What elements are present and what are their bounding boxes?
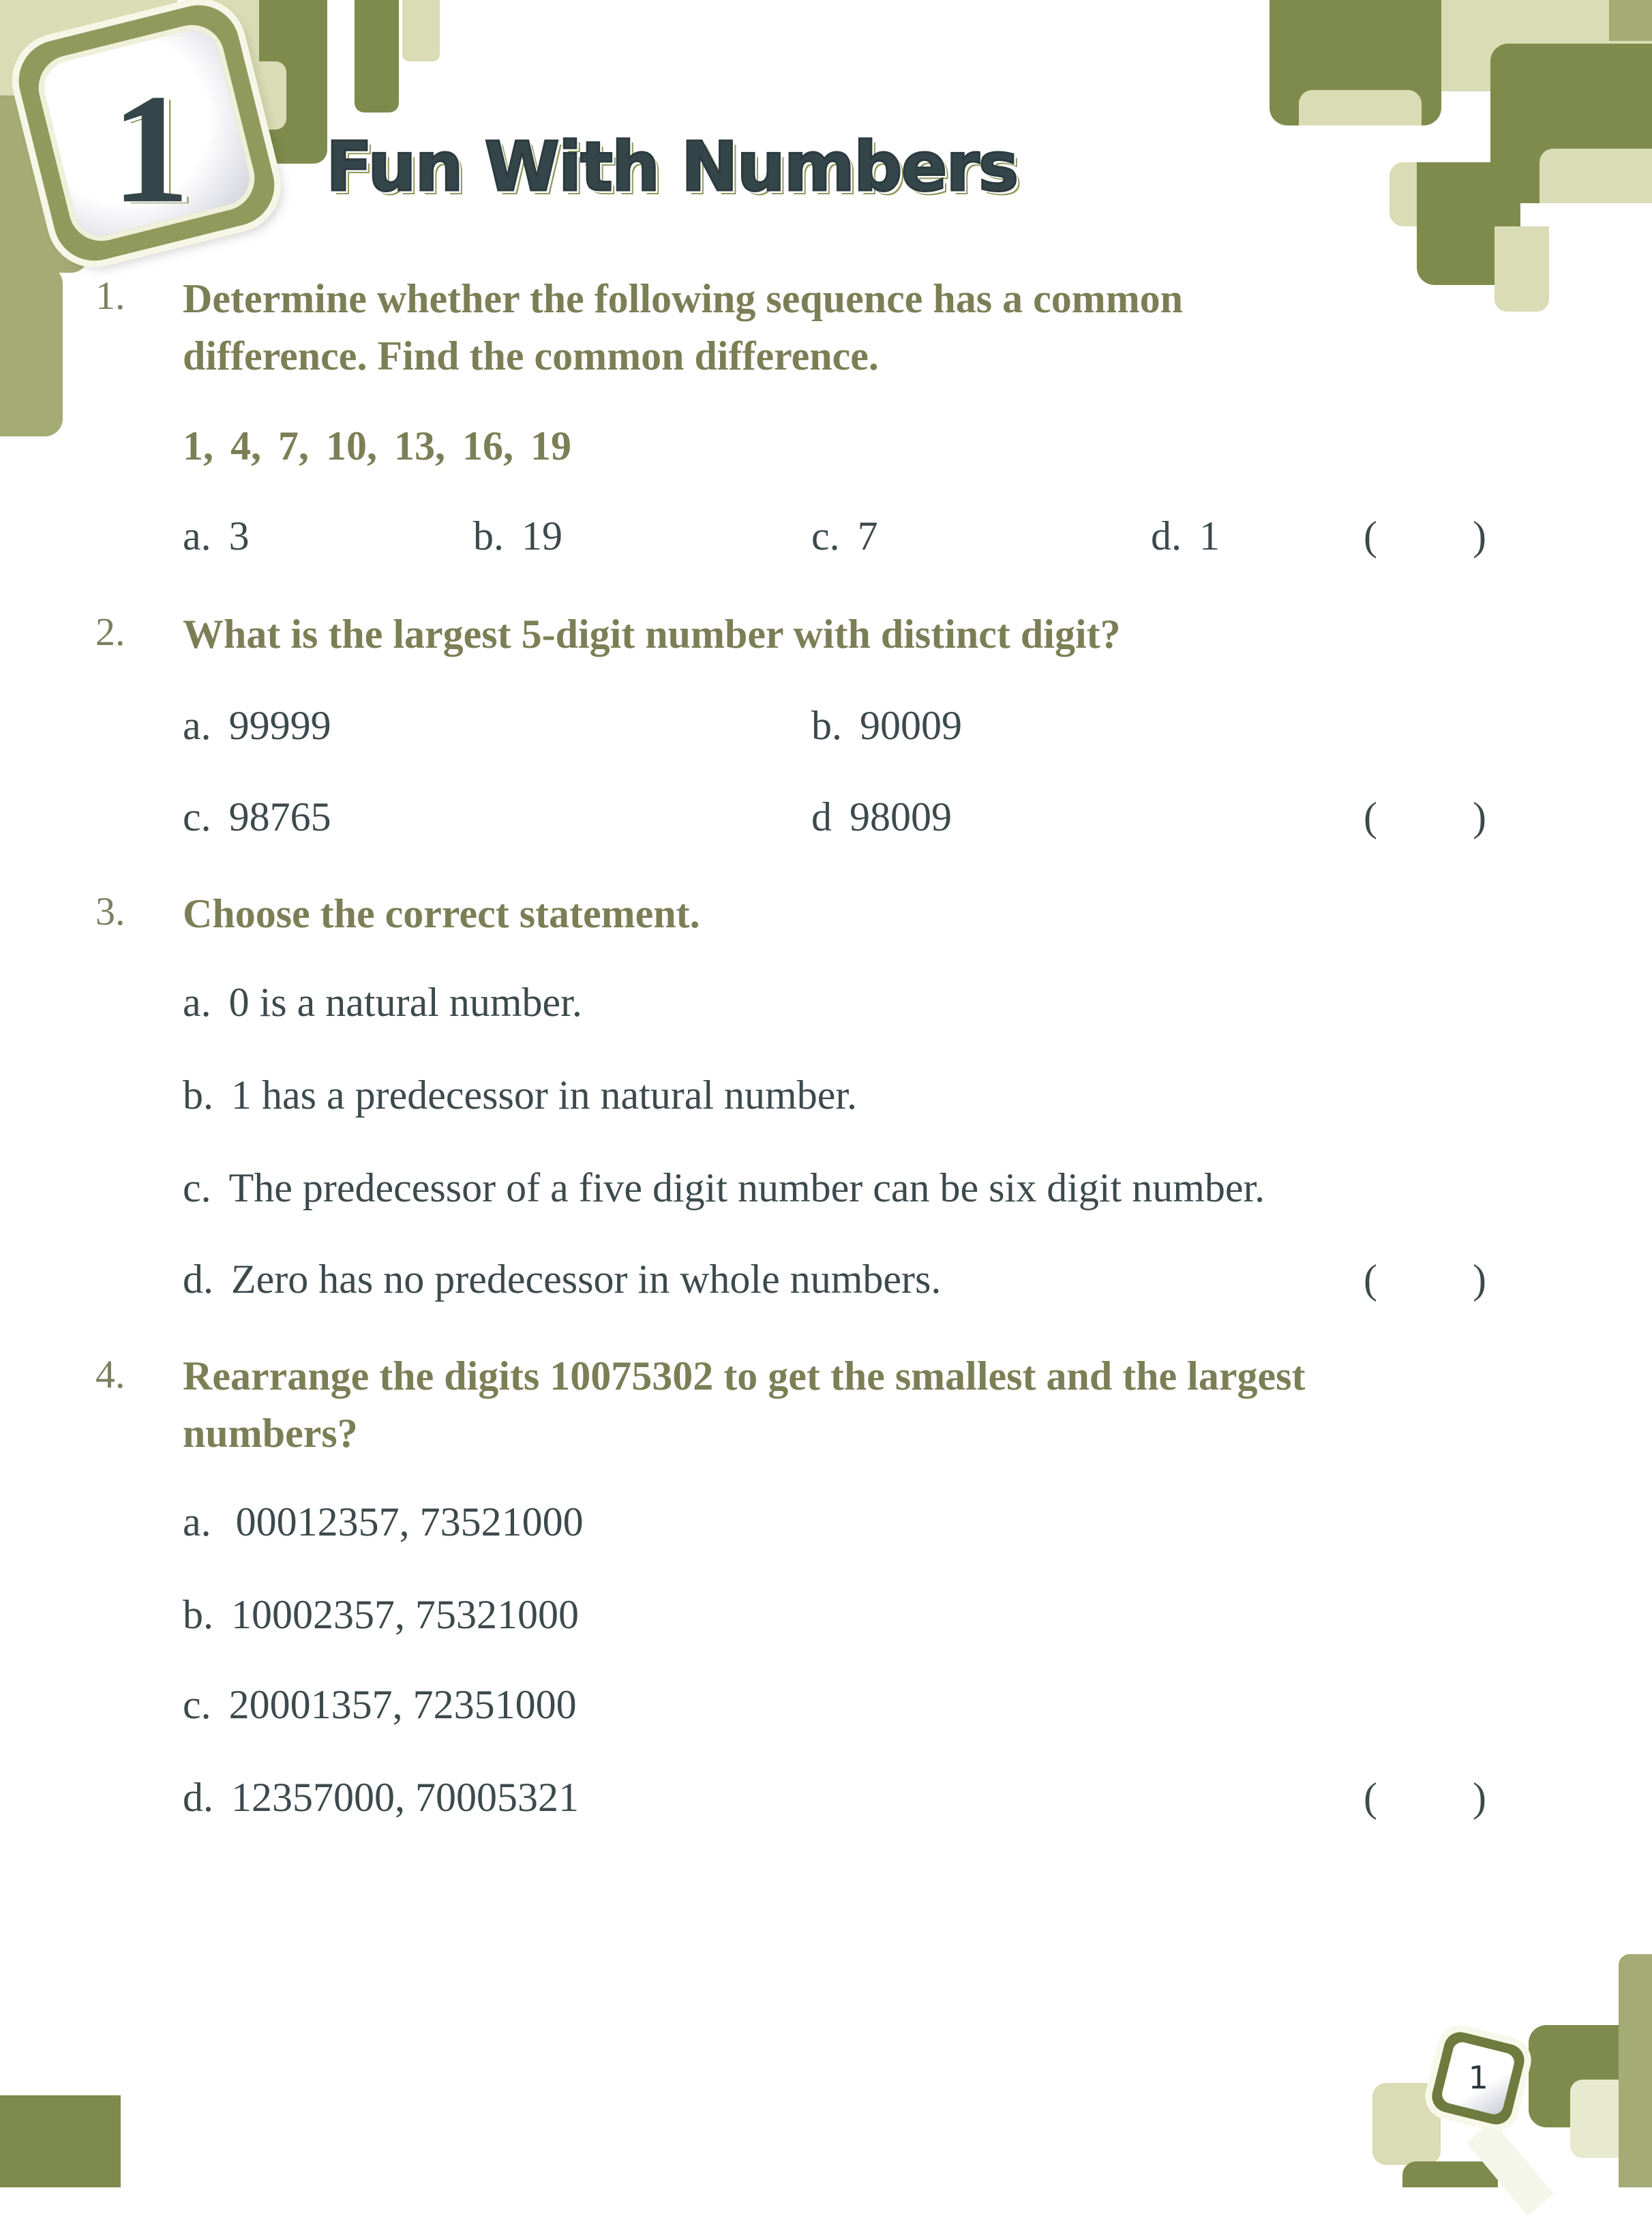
option-label: b. [183,1073,213,1118]
option-label: d [811,794,832,839]
decor-tile [1372,2083,1441,2165]
option-label: d. [183,1257,213,1302]
page-number-badge [1428,2028,1527,2127]
page-number: 1 [1468,2059,1488,2097]
option-text: 10002357, 75321000 [231,1592,579,1637]
option-label: a. [183,1499,211,1544]
option-text: 20001357, 72351000 [228,1682,577,1727]
answer-box[interactable]: ( ) [1364,513,1486,558]
option-text: 3 [228,513,250,558]
decor-tile [355,0,399,113]
option-b[interactable] [811,702,962,749]
option-b[interactable] [473,513,562,560]
option-c[interactable] [183,1165,1265,1212]
option-text: 98009 [850,794,952,839]
option-text: 0 is a natural number. [228,980,582,1025]
option-text: 1 has a predecessor in natural number. [231,1073,858,1118]
option-label: a. [183,513,211,558]
option-text: 99999 [228,703,331,748]
option-text: 00012357, 73521000 [235,1499,584,1544]
option-label: c. [811,513,840,558]
option-c[interactable] [183,1681,577,1728]
option-label: b. [473,513,504,558]
option-text: 1 [1199,513,1220,558]
option-text: 19 [522,513,562,558]
option-text: 90009 [860,703,962,748]
option-d[interactable] [183,1256,941,1303]
option-label: a. [183,703,211,748]
question-number: 1. [95,273,125,318]
option-b[interactable] [183,1591,579,1638]
option-d[interactable] [1151,513,1220,560]
option-label: c. [183,1165,211,1210]
decor-tile [1619,1954,1652,2187]
chapter-number: 1 [111,61,190,236]
option-label: d. [183,1775,213,1820]
question-text: What is the largest 5-digit number with distinct digit? [183,612,1121,657]
option-d[interactable] [811,794,952,841]
option-label: d. [1151,513,1182,558]
option-text: Zero has no predecessor in whole numbers. [231,1257,942,1302]
question-text: Determine whether the following sequence has a common difference. Find the common difference. [183,276,1184,378]
decor-tile [1609,0,1652,41]
decor-tile [0,266,63,436]
question-number: 3. [95,889,125,933]
decor-tile [402,0,440,61]
option-text: 98765 [228,794,331,839]
option-text: 7 [857,513,878,558]
option-label: c. [183,1682,211,1727]
question-text: Rearrange the digits 10075302 to get the smallest and the largest numbers? [183,1353,1306,1456]
decor-tile [0,2095,121,2187]
decor-tile [1299,90,1422,125]
option-b[interactable] [183,1072,857,1119]
answer-box[interactable]: ( ) [1364,794,1486,839]
option-a[interactable] [183,1499,584,1546]
decor-tile [1540,149,1652,203]
decor-tile [1402,2161,1498,2187]
option-text: 12357000, 70005321 [231,1775,579,1820]
question-number: 4. [95,1352,125,1396]
option-a[interactable] [183,513,250,560]
question-text: Choose the correct statement. [183,891,700,936]
option-text: The predecessor of a five digit number can be six digit number. [228,1165,1265,1210]
sequence: 1, 4, 7, 10, 13, 16, 19 [183,423,571,468]
option-label: b. [811,703,842,748]
option-c[interactable] [183,794,331,841]
option-label: a. [183,980,211,1025]
chapter-title: Fun With Numbers [326,127,1018,207]
option-a[interactable] [183,702,331,749]
option-label: c. [183,794,211,839]
question-number: 2. [95,610,125,654]
option-label: b. [183,1592,213,1637]
answer-box[interactable]: ( ) [1364,1257,1486,1302]
option-c[interactable] [811,513,878,560]
decor-tile [1495,226,1549,312]
answer-box[interactable]: ( ) [1364,1775,1486,1820]
option-d[interactable] [183,1774,579,1821]
option-a[interactable] [183,979,582,1026]
